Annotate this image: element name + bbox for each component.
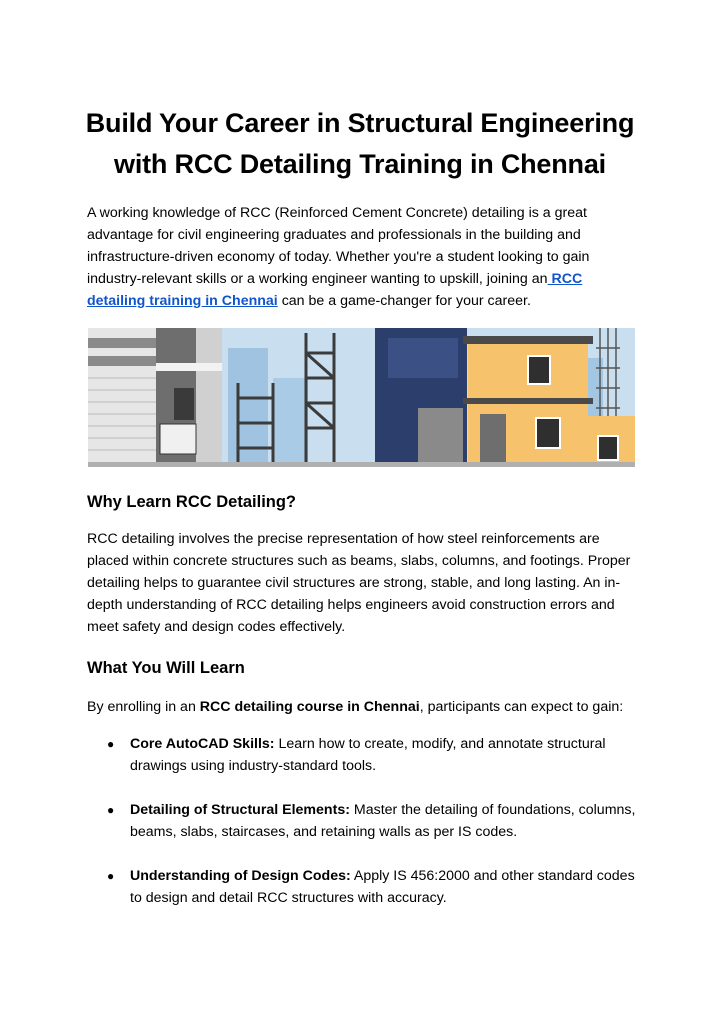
bullet-icon: ●: [107, 803, 115, 817]
learning-list: [87, 733, 647, 931]
list-item: [87, 865, 647, 909]
page-title: Build Your Career in Structural Engineering with RCC Detailing Training in Chennai: [85, 108, 635, 179]
list-item-title: Detailing of Structural Elements:: [130, 802, 350, 818]
construction-illustration: [88, 328, 635, 467]
rcc-training-link[interactable]: RCC detailing training in Chennai: [87, 271, 583, 309]
intro-paragraph: [87, 202, 637, 312]
enroll-text: By enrolling in an: [87, 699, 200, 715]
list-item-text: Master the detailing of foundations, columns, beams, slabs, staircases, and retaining walls as per IS codes.: [130, 802, 636, 840]
enroll-paragraph: [87, 696, 637, 718]
section-heading-learn: What You Will Learn: [87, 659, 245, 677]
why-paragraph: RCC detailing involves the precise representation of how steel reinforcements are placed within concrete structures such as beams, slabs, columns, and footings. Proper detailing helps to guarantee civil structures are strong, stable, and long lasting. An in-depth understanding of RCC detailing helps engineers avoid construction errors and meet safety and design codes effectively.: [87, 531, 631, 635]
list-item-text: Learn how to create, modify, and annotate structural drawings using industry-standard tools.: [130, 736, 606, 774]
intro-text: A working knowledge of RCC (Reinforced Cement Concrete) detailing is a great advantage for civil engineering graduates and professionals in the building and infrastructure-driven economy of today. Whether you're a student looking to gain industry-relevant skills or a working engineer wanting to upskill, joining an: [87, 205, 590, 287]
list-item-text: Apply IS 456:2000 and other standard codes to design and detail RCC structures with accuracy.: [130, 868, 635, 906]
course-name: RCC detailing course in Chennai: [199, 699, 420, 715]
list-item-title: Core AutoCAD Skills:: [130, 736, 275, 752]
bullet-icon: ●: [107, 869, 115, 883]
intro-text-end: can be a game-changer for your career.: [277, 293, 531, 309]
list-item: [87, 799, 647, 843]
bullet-icon: ●: [107, 737, 115, 751]
enroll-text-end: , participants can expect to gain:: [419, 699, 624, 715]
section-heading-why: Why Learn RCC Detailing?: [87, 493, 297, 511]
list-item-title: Understanding of Design Codes:: [130, 868, 351, 884]
list-item: [87, 733, 647, 777]
